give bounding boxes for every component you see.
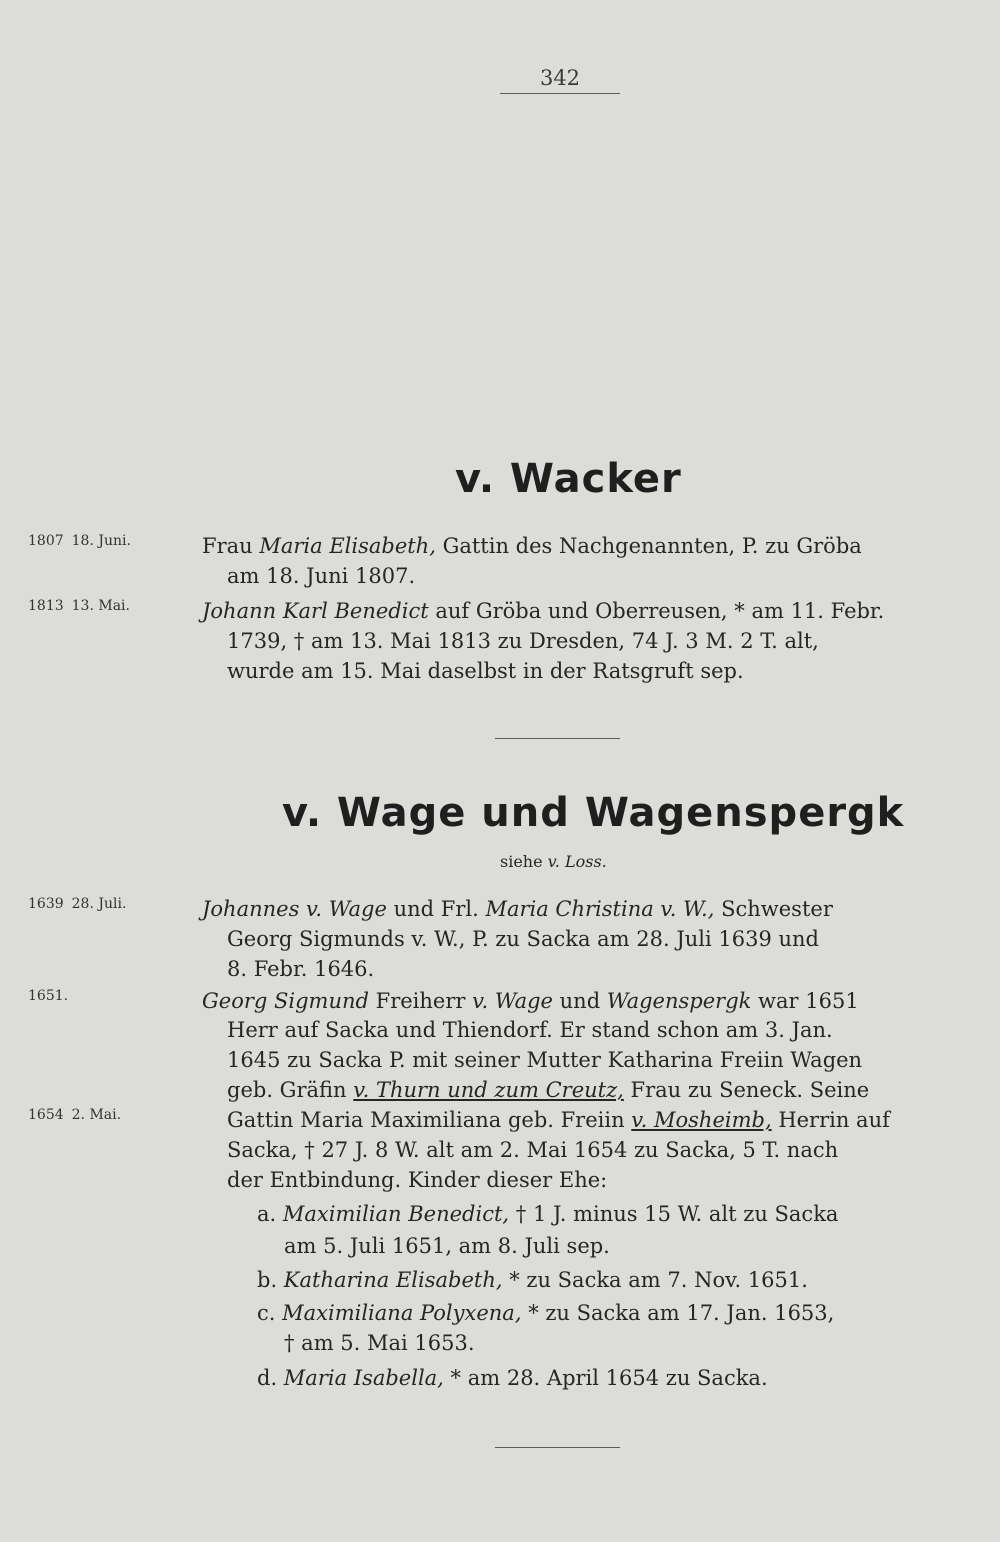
text-run: † am 5. Mai 1653. <box>284 1331 475 1355</box>
entry-line <box>202 894 833 924</box>
text-run: wurde am 15. Mai daselbst in der Ratsgruft sep. <box>227 659 744 683</box>
entry-line <box>227 1105 890 1135</box>
text-run: und <box>552 989 607 1013</box>
italic-name: Maria Elisabeth, <box>259 534 436 558</box>
text-run: Schwester <box>714 897 833 921</box>
italic-name: Johann Karl Benedict <box>202 599 429 623</box>
text-run: auf Gröba und Oberreusen, * am 11. Febr. <box>428 599 885 623</box>
entry-line <box>202 531 862 561</box>
text-run: c. <box>257 1301 283 1325</box>
italic-name: Maximilian Benedict, <box>282 1202 510 1226</box>
section-divider <box>495 1447 620 1448</box>
header-rule <box>500 93 620 94</box>
entry-line <box>227 656 744 686</box>
underlined-name: v. Thurn und zum Creutz, <box>353 1078 624 1102</box>
entry-line <box>227 626 819 656</box>
italic-name: Katharina Elisabeth, <box>283 1268 503 1292</box>
child-line <box>257 1298 834 1328</box>
text-run: d. <box>257 1366 284 1390</box>
text-run: Sacka, † 27 J. 8 W. alt am 2. Mai 1654 zu Sacka, 5 T. nach <box>227 1138 839 1162</box>
text-run: Herr auf Sacka und Thiendorf. Er stand schon am 3. Jan. <box>227 1018 833 1042</box>
text-run: der Entbindung. Kinder dieser Ehe: <box>227 1168 608 1192</box>
entry-date: 1654 2. Mai. <box>28 1107 122 1123</box>
text-run: Herrin auf <box>771 1108 890 1132</box>
entry-line <box>202 986 859 1016</box>
text-run: Frau <box>202 534 260 558</box>
entry-line <box>202 596 884 626</box>
child-line <box>257 1199 838 1229</box>
child-line <box>257 1265 808 1295</box>
text-run: 1739, † am 13. Mai 1813 zu Dresden, 74 J. 3 M. 2 T. alt, <box>227 629 819 653</box>
entry-date: 1813 13. Mai. <box>28 598 130 614</box>
entry-line <box>227 954 374 984</box>
text-run: am 5. Juli 1651, am 8. Juli sep. <box>284 1234 610 1258</box>
text-run: geb. Gräfin <box>227 1078 354 1102</box>
entry-line <box>227 1075 869 1105</box>
text-run: b. <box>257 1268 284 1292</box>
text-run: a. <box>257 1202 283 1226</box>
section-title-wacker: v. Wacker <box>455 456 682 502</box>
italic-name: Georg Sigmund <box>202 989 369 1013</box>
section-title-wage: v. Wage und Wagenspergk <box>282 790 905 836</box>
entry-date: 1639 28. Juli. <box>28 896 127 912</box>
text-run: Freiherr <box>368 989 473 1013</box>
italic-name: Maria Isabella, <box>283 1366 444 1390</box>
text-run: * am 28. April 1654 zu Sacka. <box>443 1366 768 1390</box>
entry-line <box>227 924 819 954</box>
italic-name: Maria Christina v. W., <box>485 897 715 921</box>
entry-line <box>227 1165 607 1195</box>
entry-line <box>227 561 415 591</box>
entry-line <box>227 1045 862 1075</box>
entry-line <box>227 1135 838 1165</box>
text-run: Gattin des Nachgenannten, P. zu Gröba <box>435 534 862 558</box>
entry-date: 1807 18. Juni. <box>28 533 131 549</box>
child-line <box>284 1328 475 1358</box>
text-run: * zu Sacka am 7. Nov. 1651. <box>502 1268 808 1292</box>
text-run: Gattin Maria Maximiliana geb. Freiin <box>227 1108 632 1132</box>
text-run: war 1651 <box>751 989 859 1013</box>
italic-name: Wagenspergk <box>606 989 752 1013</box>
text-run: und Frl. <box>386 897 486 921</box>
text-run: Georg Sigmunds v. W., P. zu Sacka am 28. Juli 1639 und <box>227 927 819 951</box>
text-run: am 18. Juni 1807. <box>227 564 416 588</box>
entry-line <box>227 1015 833 1045</box>
page-number: 342 <box>539 66 581 90</box>
italic-name: Johannes v. Wage <box>202 897 387 921</box>
italic-name: Maximiliana Polyxena, <box>282 1301 522 1325</box>
text-run: 8. Febr. 1646. <box>227 957 375 981</box>
cross-reference: siehe v. Loss. <box>500 852 607 871</box>
section-divider <box>495 738 620 739</box>
text-run: † 1 J. minus 15 W. alt zu Sacka <box>509 1202 839 1226</box>
child-line <box>257 1363 768 1393</box>
italic-name: v. Wage <box>472 989 553 1013</box>
text-run: 1645 zu Sacka P. mit seiner Mutter Katharina Freiin Wagen <box>227 1048 863 1072</box>
text-run: * zu Sacka am 17. Jan. 1653, <box>521 1301 835 1325</box>
underlined-name: v. Mosheimb, <box>631 1108 772 1132</box>
entry-date: 1651. <box>28 988 69 1004</box>
child-line <box>284 1231 610 1261</box>
text-run: Frau zu Seneck. Seine <box>623 1078 870 1102</box>
